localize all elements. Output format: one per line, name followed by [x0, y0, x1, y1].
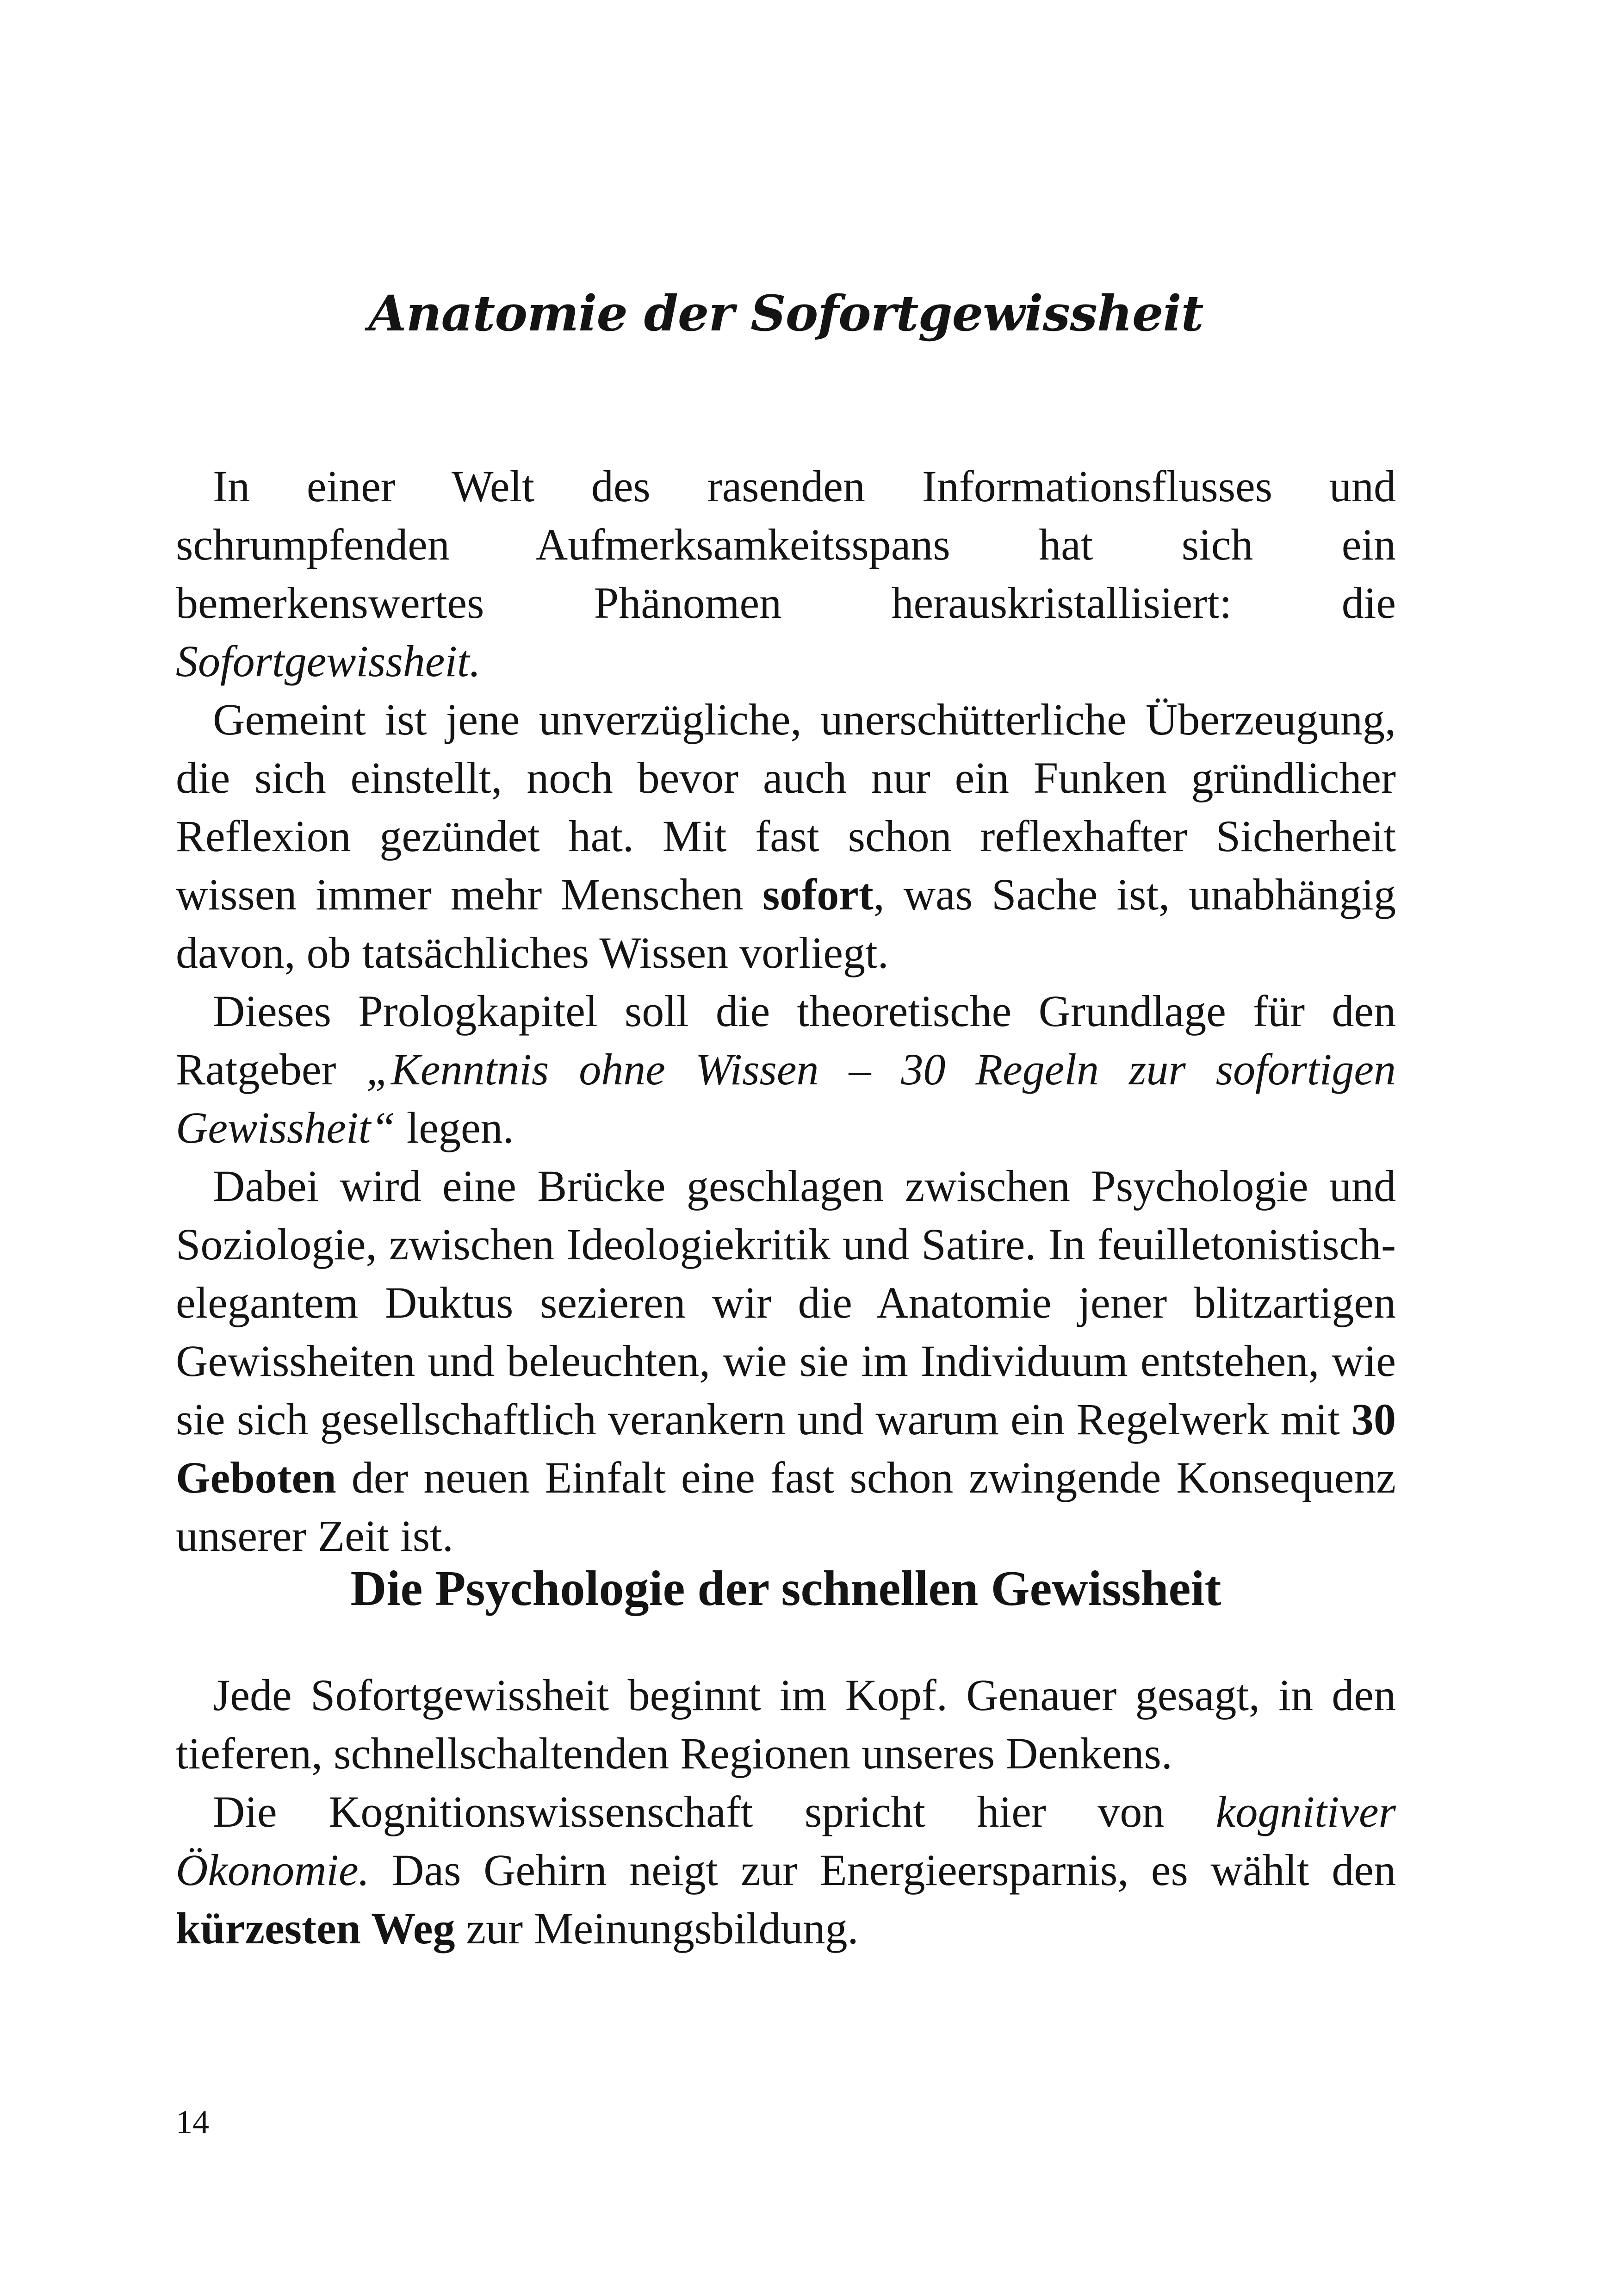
text-run: In einer Welt des rasenden Informationsflusses und schrumpfenden Aufmerksamkeitsspans hat sich ein bemerkenswertes Phänomen herauskristallisiert: die: [176, 461, 1396, 628]
text-run: Die Kognitionswissenschaft spricht hier von: [213, 1787, 1216, 1836]
paragraph: [176, 1783, 1396, 1958]
bold-term: 30 Geboten: [176, 1394, 1396, 1502]
paragraph: [176, 691, 1396, 982]
bold-term: kürzesten Weg: [176, 1904, 455, 1953]
text-run: Dieses Prologkapitel soll die theoretische Grundlage für den Ratgeber: [176, 986, 1396, 1094]
book-title-emphasis: „Kenntnis ohne Wissen – 30 Regeln zur sofortigen Gewissheit“: [176, 1045, 1396, 1152]
section-text: [176, 1666, 1396, 1958]
emphasis: kognitiver Ökonomie.: [176, 1787, 1396, 1895]
emphasis: Sofortgewissheit.: [176, 636, 481, 686]
text-run: Das Gehirn neigt zur Energieersparnis, es wählt den: [369, 1845, 1396, 1895]
section-heading: Die Psychologie der schnellen Gewissheit: [350, 1561, 1221, 1616]
text-run: Jede Sofortgewissheit beginnt im Kopf. Genauer gesagt, in den tieferen, schnellschaltenden Regionen unseres Denkens.: [176, 1670, 1396, 1778]
paragraph: [176, 1666, 1396, 1783]
bold-term: sofort: [762, 870, 874, 919]
text-run: Gemeint ist jene unverzügliche, unerschütterliche Überzeugung, die sich einstellt, noch bevor auch nur ein Funken gründlicher Reflexion gezündet hat. Mit fast schon reflexhafter Sicherheit wissen immer mehr Menschen: [176, 695, 1396, 919]
text-run: legen.: [395, 1103, 514, 1152]
paragraph: [176, 982, 1396, 1157]
page-number: 14: [176, 2103, 209, 2140]
text-run: , was Sache ist, unabhängig davon, ob tatsächliches Wissen vorliegt.: [176, 870, 1396, 977]
text-run: zur Meinungsbildung.: [455, 1904, 859, 1953]
intro-text: [176, 457, 1396, 1565]
text-run: Dabei wird eine Brücke geschlagen zwischen Psychologie und Soziologie, zwischen Ideologiekritik und Satire. In feuilletonistisch-elegantem Duktus sezieren wir die Anatomie jener blitzartigen Gewissheiten und beleuchten, wie sie im Individuum entstehen, wie sie sich gesellschaftlich verankern und warum ein Regelwerk mit: [176, 1161, 1396, 1444]
chapter-title: Anatomie der Sofortgewissheit: [368, 284, 1203, 342]
text-run: der neuen Einfalt eine fast schon zwingende Konsequenz unserer Zeit ist.: [176, 1453, 1396, 1561]
paragraph: [176, 457, 1396, 691]
paragraph: [176, 1157, 1396, 1565]
